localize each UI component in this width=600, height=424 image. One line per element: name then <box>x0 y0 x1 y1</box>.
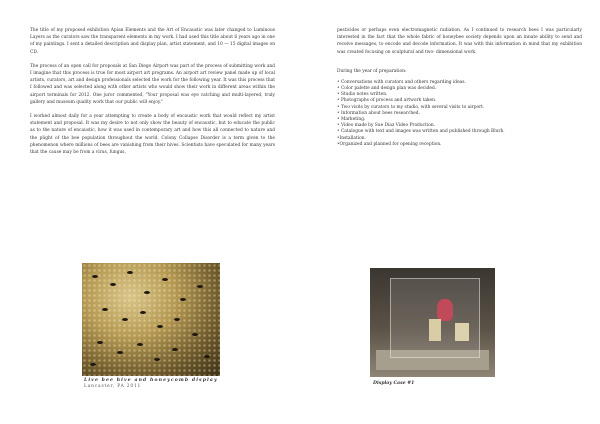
bee-mark <box>162 278 168 281</box>
bee-mark <box>157 325 163 328</box>
paragraph-2: The process of an open call for proposals at San Diego Airport was part of the process of submitting work and I imagine that this process is true for most airport art programs. An airport art review panel made up of local artists, curators, art and design professionals selected the work for the following year. It was this process that I followed and was selected along with other artists who would show their work in different areas within the airport terminals for 2012. One juror commented, "Your proposal was eye catching and multi-layered, truly gallery and museum quality work that our public will enjoy." <box>30 63 275 105</box>
bee-mark <box>122 318 128 321</box>
bee-mark <box>172 348 178 351</box>
bee-mark <box>197 285 203 288</box>
bee-mark <box>102 308 108 311</box>
continuation-paragraph: pesticides or perhaps even electromagnetic radiation. As I continued to research bees I was particularly interested in the fact that the whole fabric of honeybee society depends upon an innate ability to send and receive messages, to encode and decode information. It was with this information in mind that my exhibition was created focusing on sculptural and two- dimensional work. <box>337 28 582 55</box>
list-item: •Organized and planned for opening reception. <box>337 141 442 147</box>
bee-mark <box>180 298 186 301</box>
bee-mark <box>204 355 210 358</box>
list-item: • Studio notes written. <box>337 92 388 98</box>
bee-mark <box>144 291 150 294</box>
bee-mark <box>110 283 116 286</box>
bee-mark <box>137 343 143 346</box>
display-case-photo <box>370 268 495 377</box>
bee-mark <box>90 363 96 366</box>
bee-mark <box>117 351 123 354</box>
preparation-list <box>337 80 582 148</box>
honeycomb-texture <box>82 263 220 376</box>
list-item: • Conversations with curators and others regarding ideas. <box>337 79 466 85</box>
list-item: • Information about bees researched. <box>337 110 420 116</box>
bee-photo-caption-title: Live bee hive and honeycomb display <box>84 378 218 383</box>
list-item: •Installation. <box>337 135 366 141</box>
glass-case <box>390 278 480 358</box>
paragraph-3: I worked almost daily for a year attempting to create a body of encaustic work that would reflect my artist statement and proposal. It was my desire to not only show the beauty of encaustic, but to educate the public as to the nature of encaustic, how it was used in contemporary art and how this all connected to nature and the plight of the bee population throughout the world. Colony Collapse Disorder is a term given to the phenomenon where millions of bees are vanishing from their hives. Scientists have speculated for many years that the cause may be from a virus, fungus, <box>30 114 275 156</box>
preparation-heading: During the year of preparation: <box>337 68 407 74</box>
display-case-caption: Display Case #1 <box>373 381 415 386</box>
paragraph-1: The title of my proposed exhibition Apian Elements and the Art of Encaustic was later changed to Luminous Layers as the curators saw the transparent elements in my work. I had used this title about 6 years ago in one of my paintings. I sent a detailed description and display plan, artist statement, and 10 — 15 digital images on CD. <box>30 28 275 55</box>
bee-mark <box>154 358 160 361</box>
list-item: • Photographs of process and artwork taken. <box>337 98 437 104</box>
bee-mark <box>140 311 146 314</box>
left-text-column <box>30 27 275 163</box>
list-item: • Catalogue with text and images was written and published through Blurb. <box>337 129 505 135</box>
encaustic-panel <box>455 323 469 341</box>
right-text-column <box>337 27 582 148</box>
bee-mark <box>192 333 198 336</box>
bee-hive-photo <box>82 263 220 376</box>
bee-photo-caption-location: Lancaster, PA 2011 <box>84 384 142 389</box>
encaustic-panel <box>429 319 441 341</box>
list-item: • Two visits by curators to my studio, with several visits to airport. <box>337 104 485 110</box>
list-item: • Video made by Sue Diaz Video Production. <box>337 123 436 129</box>
bee-mark <box>97 341 103 344</box>
bee-mark <box>127 271 133 274</box>
red-sculpture <box>437 299 453 321</box>
bee-mark <box>92 275 98 278</box>
bee-mark <box>174 318 180 321</box>
list-item: • Marketing. <box>337 117 366 123</box>
list-item: • Color palette and design plan was decided. <box>337 86 437 92</box>
